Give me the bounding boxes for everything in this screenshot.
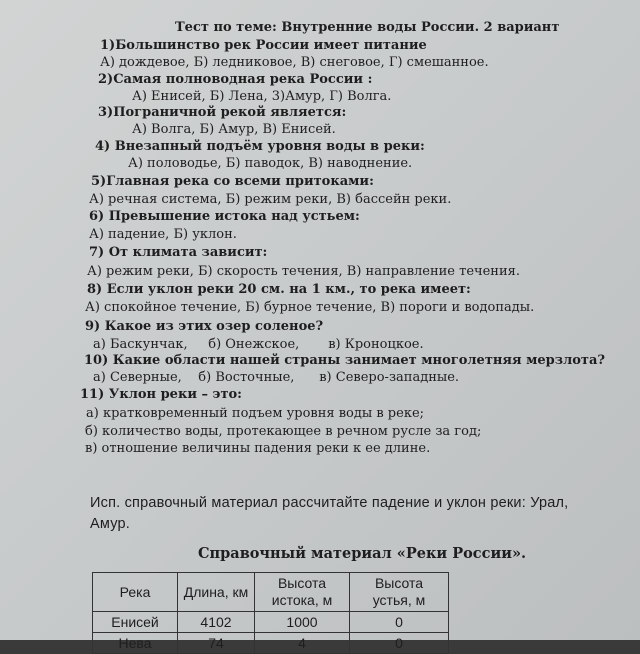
header-river: Река	[93, 573, 178, 612]
question-9: 9) Какое из этих озер соленое?	[85, 319, 324, 334]
table-cell: 0	[350, 633, 449, 654]
task-line-2: Амур.	[90, 516, 130, 532]
table-cell: Нева	[93, 633, 178, 654]
question-4: 4) Внезапный подъём уровня воды в реки:	[95, 139, 425, 154]
question-2: 2)Самая полноводная река России :	[98, 72, 373, 87]
question-10: 10) Какие области нашей страны занимает многолетняя мерзлота?	[84, 353, 606, 368]
header-source-height: Высота истока, м	[255, 573, 350, 612]
header-mouth-height: Высота устья, м	[350, 573, 449, 612]
question-3: 3)Пограничной рекой является:	[98, 105, 347, 120]
answers-7: А) режим реки, Б) скорость течения, В) направление течения.	[87, 264, 520, 279]
table-cell: 4102	[178, 612, 255, 633]
question-5: 5)Главная река со всеми притоками:	[91, 174, 374, 189]
reference-caption: Справочный материал «Реки России».	[198, 545, 527, 562]
answers-5: А) речная система, Б) режим реки, В) бассейн реки.	[89, 192, 452, 207]
question-6: 6) Превышение истока над устьем:	[89, 209, 360, 224]
answers-9: а) Баскунчак, б) Онежское, в) Кроноцкое.	[93, 337, 424, 352]
answers-2: А) Енисей, Б) Лена, 3)Амур, Г) Волга.	[132, 89, 392, 104]
question-1: 1)Большинство рек России имеет питание	[100, 38, 427, 53]
reference-table	[92, 572, 449, 654]
table-row	[93, 612, 449, 633]
question-7: 7) От климата зависит:	[89, 245, 268, 260]
table-cell: 0	[350, 612, 449, 633]
page-title: Тест по теме: Внутренние воды России. 2 вариант	[175, 20, 560, 35]
answer-11c: в) отношение величины падения реки к ее длине.	[85, 441, 431, 456]
table-cell: Енисей	[93, 612, 178, 633]
table-row	[93, 633, 449, 654]
table-cell: 74	[178, 633, 255, 654]
table-header-row	[93, 573, 449, 612]
header-length: Длина, км	[178, 573, 255, 612]
question-8: 8) Если уклон реки 20 см. на 1 км., то река имеет:	[87, 282, 471, 297]
task-line-1: Исп. справочный материал рассчитайте падение и уклон реки: Урал,	[90, 495, 569, 511]
answers-6: А) падение, Б) уклон.	[89, 227, 237, 242]
answer-11b: б) количество воды, протекающее в речном русле за год;	[85, 424, 482, 439]
table-cell: 4	[255, 633, 350, 654]
answers-1: А) дождевое, Б) ледниковое, В) снеговое, Г) смешанное.	[100, 55, 489, 70]
question-11: 11) Уклон реки – это:	[80, 387, 242, 402]
answer-11a: а) кратковременный подъем уровня воды в реке;	[86, 406, 425, 421]
answers-3: А) Волга, Б) Амур, В) Енисей.	[132, 122, 336, 137]
answers-8: А) спокойное течение, Б) бурное течение, В) пороги и водопады.	[85, 300, 535, 315]
table-cell: 1000	[255, 612, 350, 633]
answers-10: а) Северные, б) Восточные, в) Северо-западные.	[93, 370, 460, 385]
answers-4: А) половодье, Б) паводок, В) наводнение.	[128, 156, 413, 171]
